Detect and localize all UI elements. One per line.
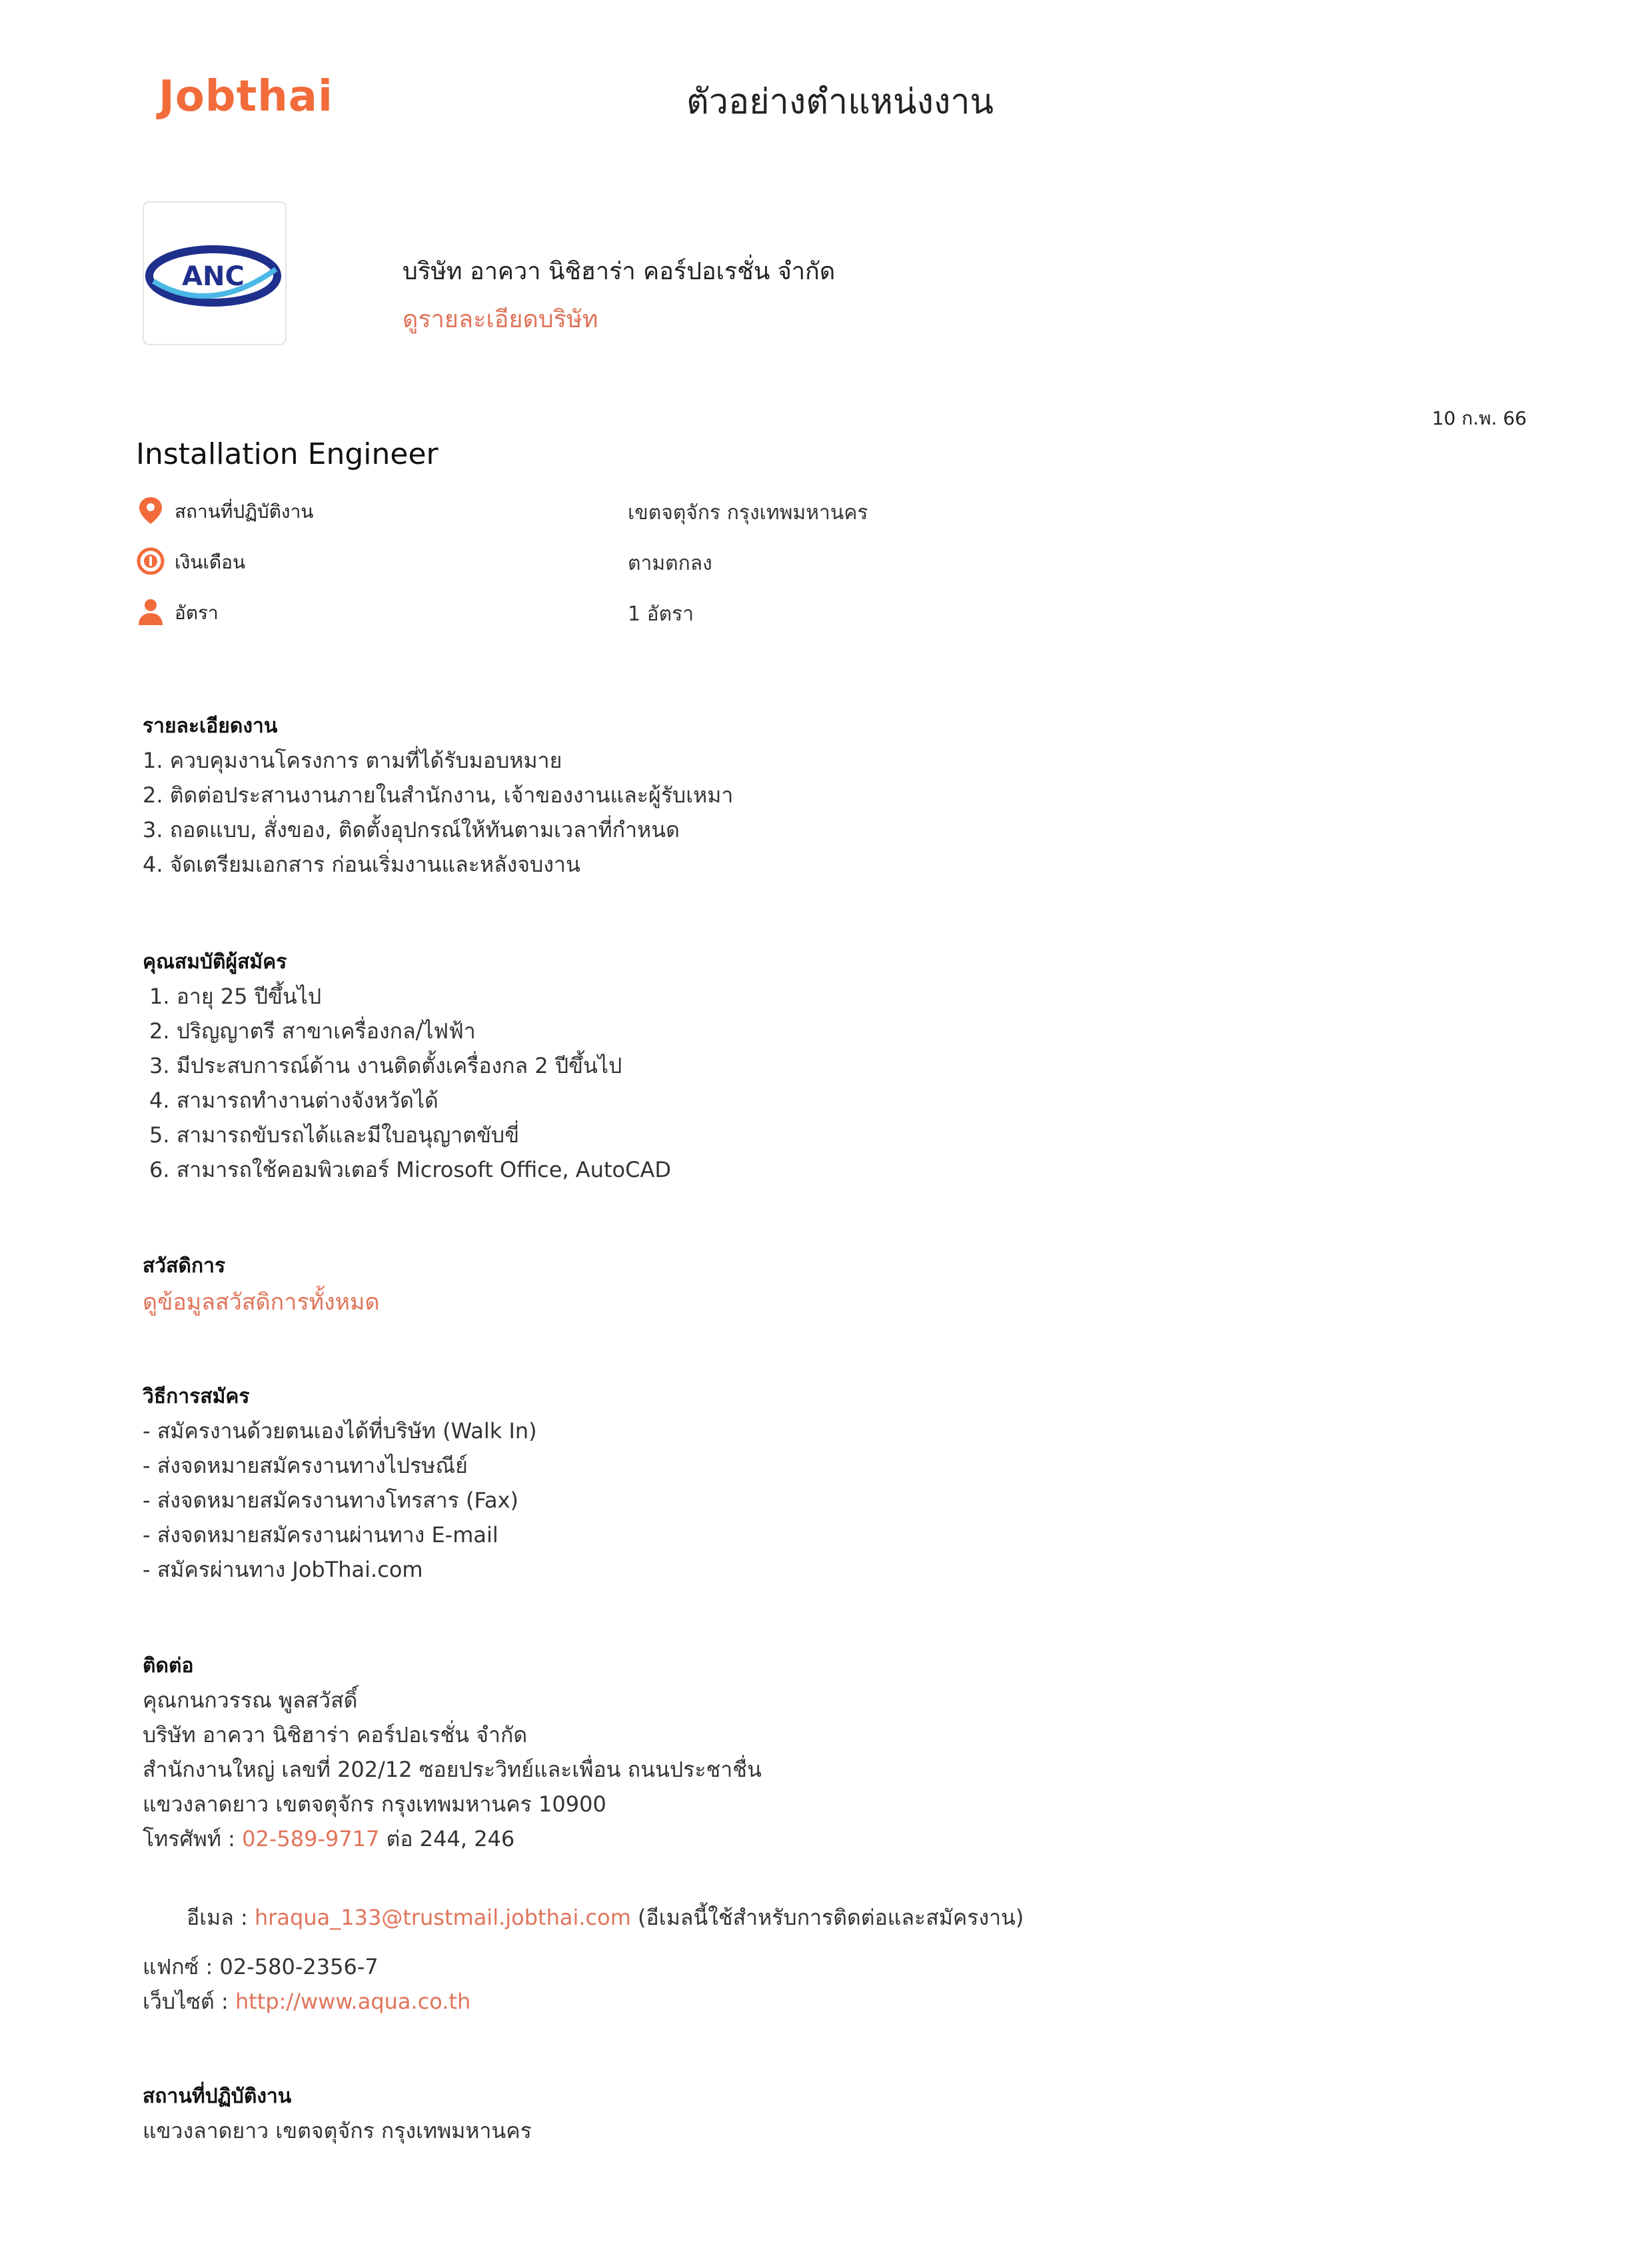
description-line: 2. ติดต่อประสานงานภายในสำนักงาน, เจ้าของงานและผู้รับเหมา <box>143 782 734 808</box>
description-line: 4. จัดเตรียมเอกสาร ก่อนเริ่มงานและหลังจบงาน <box>143 852 580 877</box>
anc-logo-text: ANC <box>182 261 245 292</box>
qualification-line: 3. มีประสบการณ์ด้าน งานติดตั้งเครื่องกล 2 ปีขึ้นไป <box>149 1053 622 1078</box>
contact-person: คุณกนกวรรณ พูลสวัสดิ์ <box>143 1687 358 1713</box>
email-label: อีเมล : <box>187 1905 255 1930</box>
company-name: บริษัท อาควา นิชิฮาร่า คอร์ปอเรชั่น จำกัด <box>403 258 836 285</box>
info-label: อัตรา <box>175 602 219 624</box>
qualification-line: 4. สามารถทำงานต่างจังหวัดได้ <box>149 1088 438 1113</box>
website-label: เว็บไซต์ : <box>143 1989 235 2014</box>
info-value: ตามตกลง <box>628 552 712 575</box>
contact-website-row <box>143 1985 470 2019</box>
location-heading: สถานที่ปฏิบัติงาน <box>143 2085 292 2108</box>
location-value: แขวงลาดยาว เขตจตุจักร กรุงเทพมหานคร <box>143 2118 532 2143</box>
apply-line: - ส่งจดหมายสมัครงานทางโทรสาร (Fax) <box>143 1488 518 1513</box>
post-date: 10 ก.พ. 66 <box>1431 407 1527 429</box>
benefits-heading: สวัสดิการ <box>143 1254 226 1278</box>
qualification-line: 2. ปริญญาตรี สาขาเครื่องกล/ไฟฟ้า <box>149 1018 476 1044</box>
info-label: สถานที่ปฏิบัติงาน <box>175 501 314 523</box>
phone-link[interactable]: 02-589-9717 <box>242 1826 380 1851</box>
apply-heading: วิธีการสมัคร <box>143 1385 250 1408</box>
location-pin-icon <box>136 496 165 525</box>
page-title: ตัวอย่างตำแหน่งงาน <box>686 82 994 122</box>
description-heading: รายละเอียดงาน <box>143 714 278 738</box>
apply-line: - สมัครงานด้วยตนเองได้ที่บริษัท (Walk In) <box>143 1418 537 1444</box>
company-logo[interactable] <box>143 201 287 345</box>
contact-address-2: แขวงลาดยาว เขตจตุจักร กรุงเทพมหานคร 10900 <box>143 1791 606 1817</box>
qualification-line: 6. สามารถใช้คอมพิวเตอร์ Microsoft Office, AutoCAD <box>149 1157 671 1182</box>
qualification-line: 5. สามารถขับรถได้และมีใบอนุญาตขับขี่ <box>149 1122 520 1148</box>
apply-line: - ส่งจดหมายสมัครงานผ่านทาง E-mail <box>143 1522 498 1548</box>
salary-coin-icon <box>136 547 165 576</box>
contact-fax: แฟกซ์ : 02-580-2356-7 <box>143 1954 379 1979</box>
info-value: เขตจตุจักร กรุงเทพมหานคร <box>628 501 868 525</box>
anc-logo-icon <box>144 203 285 344</box>
qualifications-heading: คุณสมบัติผู้สมัคร <box>143 950 287 974</box>
phone-extension: ต่อ 244, 246 <box>379 1826 515 1851</box>
info-row-location <box>136 493 1069 533</box>
info-row-positions <box>136 594 1069 634</box>
description-line: 3. ถอดแบบ, สั่งของ, ติดตั้งอุปกรณ์ให้ทันตามเวลาที่กำหนด <box>143 817 680 842</box>
info-label: เงินเดือน <box>175 551 246 573</box>
info-value: 1 อัตรา <box>628 602 694 626</box>
job-title: Installation Engineer <box>136 437 438 471</box>
email-link[interactable]: hraqua_133@trustmail.jobthai.com <box>254 1905 631 1930</box>
contact-email-row <box>187 1901 1024 1935</box>
contact-phone-row <box>143 1822 514 1856</box>
email-note: (อีเมลนี้ใช้สำหรับการติดต่อและสมัครงาน) <box>630 1905 1024 1930</box>
website-link[interactable]: http://www.aqua.co.th <box>235 1989 471 2014</box>
apply-line: - ส่งจดหมายสมัครงานทางไปรษณีย์ <box>143 1453 468 1478</box>
contact-address-1: สำนักงานใหญ่ เลขที่ 202/12 ซอยประวิทย์และเพื่อน ถนนประชาชื่น <box>143 1757 762 1782</box>
qualification-line: 1. อายุ 25 ปีขึ้นไป <box>149 984 322 1009</box>
description-line: 1. ควบคุมงานโครงการ ตามที่ได้รับมอบหมาย <box>143 748 562 773</box>
apply-line: - สมัครผ่านทาง JobThai.com <box>143 1557 423 1582</box>
company-details-link[interactable]: ดูรายละเอียดบริษัท <box>403 306 598 333</box>
info-row-salary <box>136 544 1069 584</box>
phone-label: โทรศัพท์ : <box>143 1826 243 1851</box>
contact-heading: ติดต่อ <box>143 1654 194 1678</box>
jobthai-logo[interactable]: Jobthai <box>159 72 333 121</box>
person-icon <box>136 597 165 626</box>
contact-company: บริษัท อาควา นิชิฮาร่า คอร์ปอเรชั่น จำกัด <box>143 1722 528 1747</box>
benefits-link[interactable]: ดูข้อมูลสวัสดิการทั้งหมด <box>143 1289 380 1316</box>
